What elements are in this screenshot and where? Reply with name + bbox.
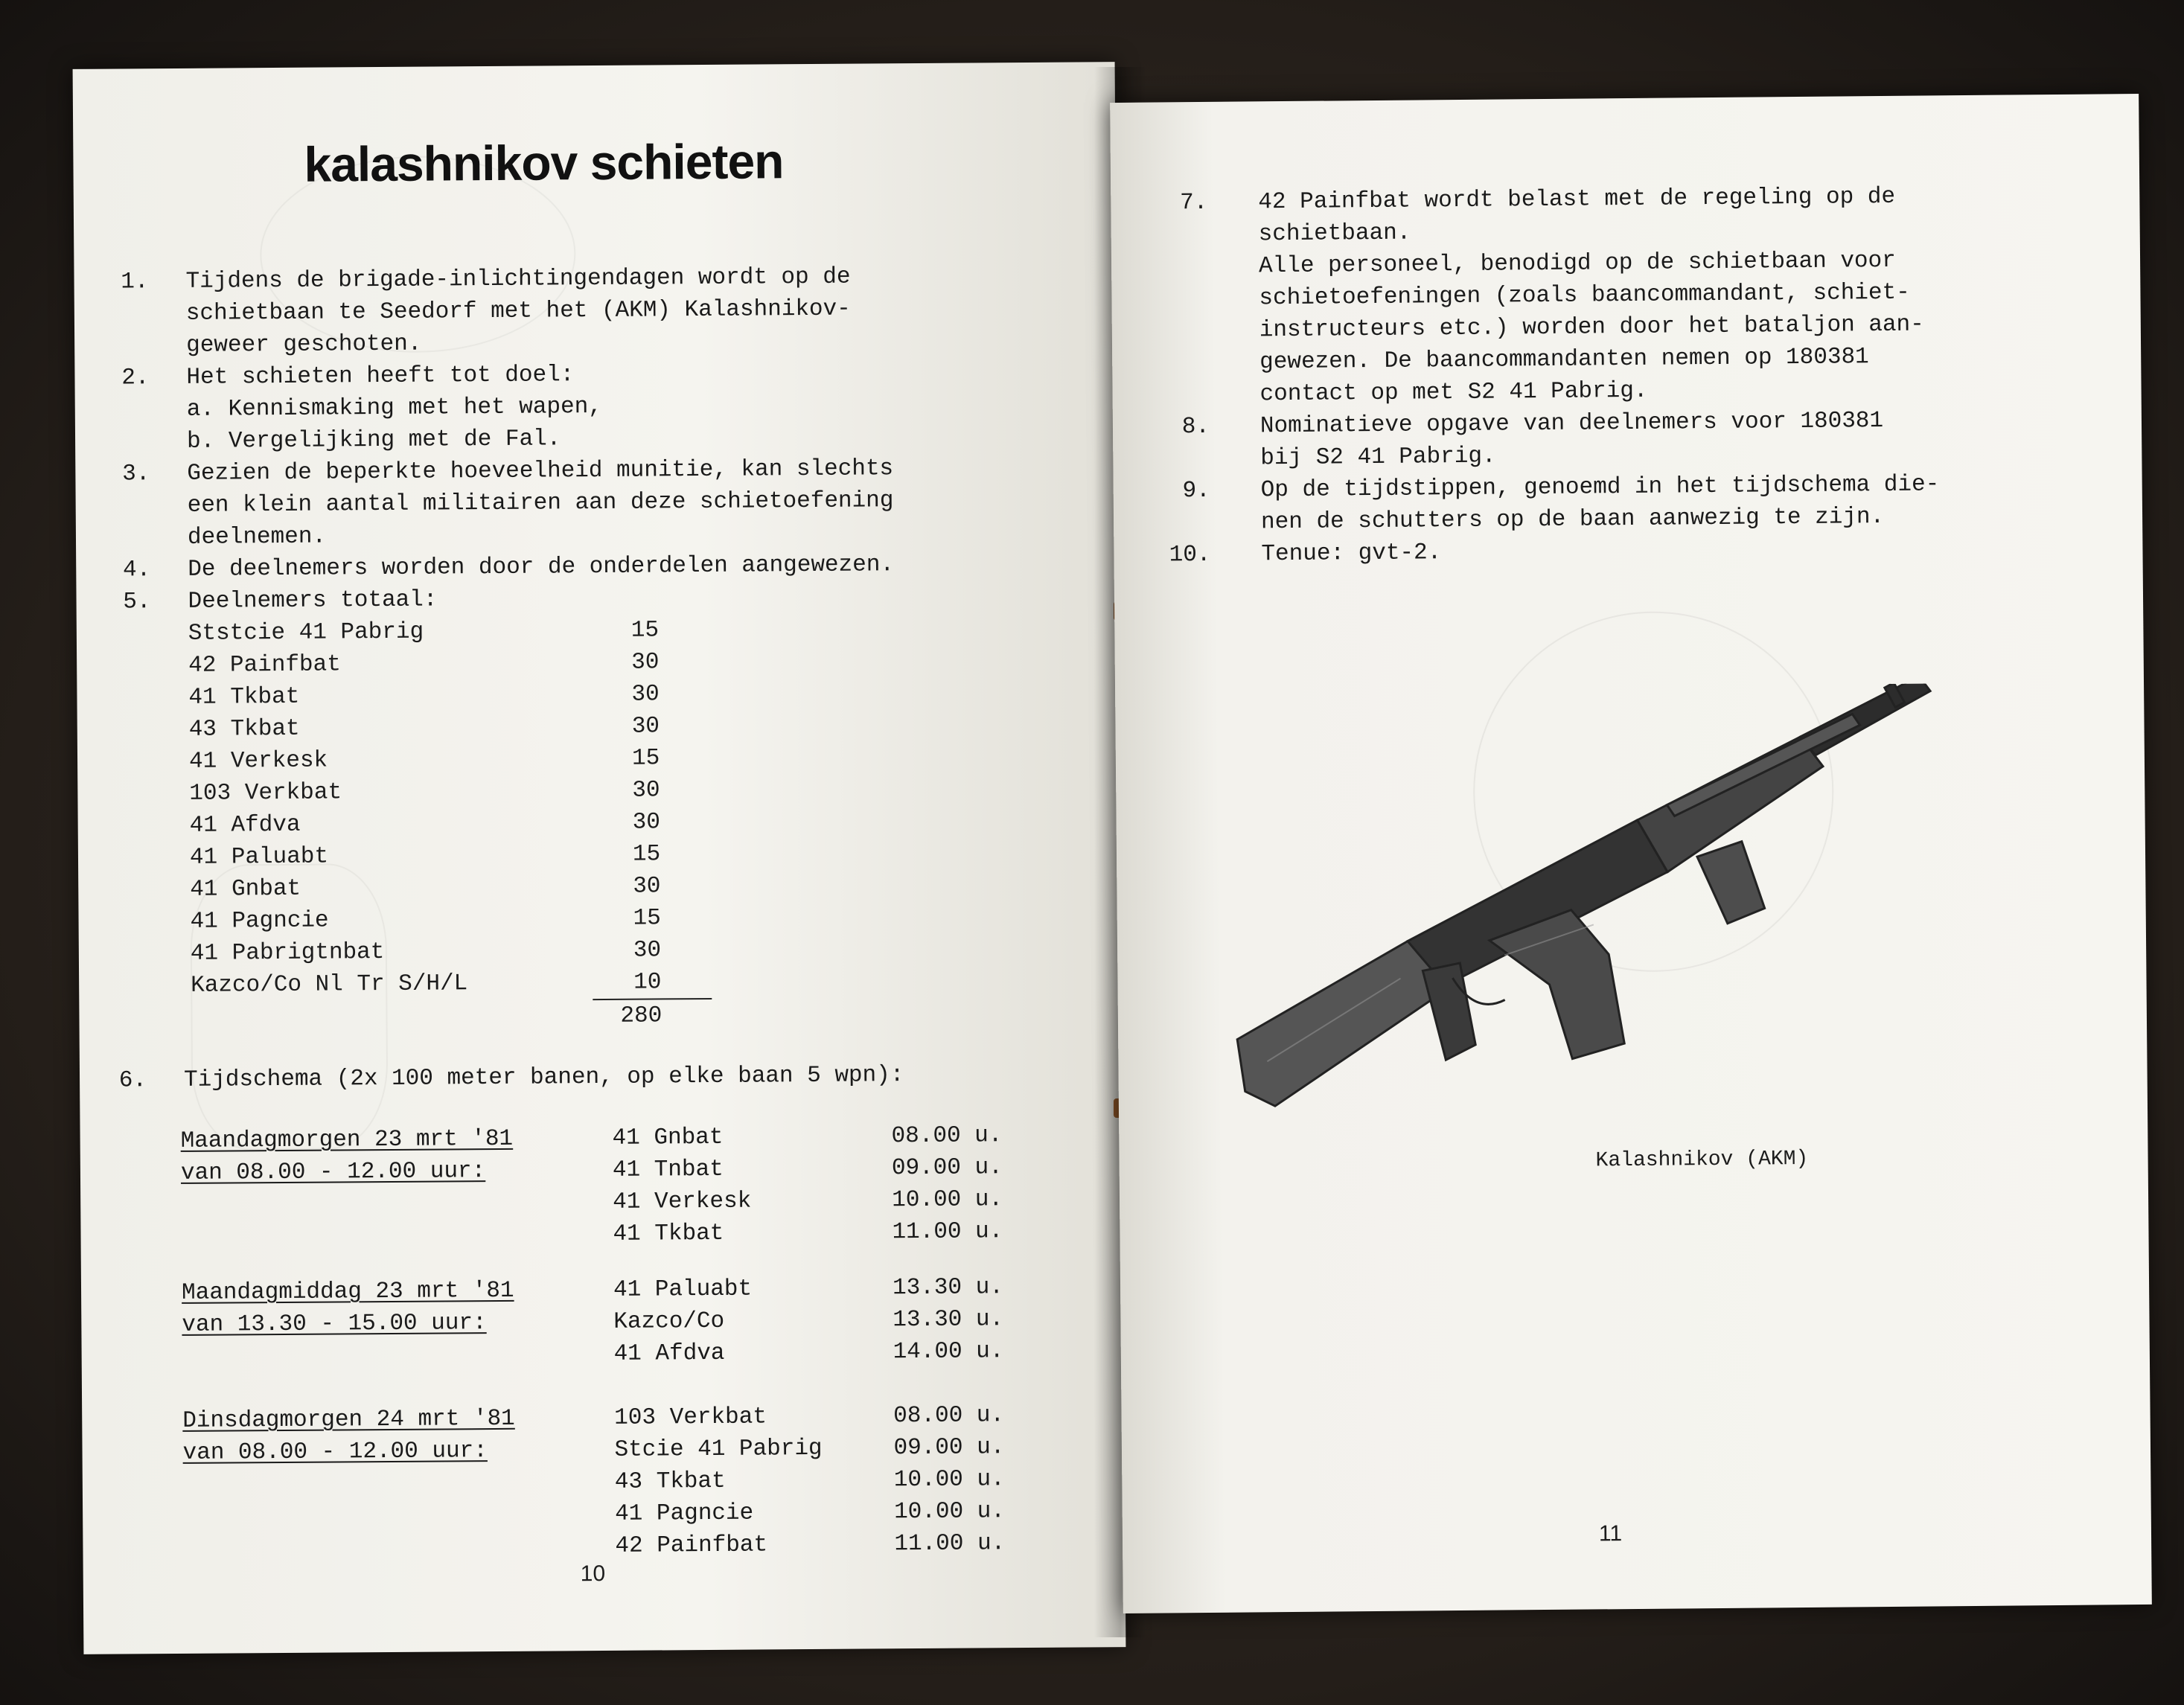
- item-text-line: een klein aantal militairen aan deze schietoefening: [187, 487, 894, 519]
- schedule-hours: van 08.00 - 12.00 uur:: [180, 1158, 486, 1186]
- schedule-unit: 41 Tkbat: [613, 1220, 724, 1247]
- schedule-hours: van 13.30 - 15.00 uur:: [182, 1310, 487, 1338]
- participant-count: 30: [631, 649, 660, 676]
- schedule-day: Maandagmiddag 23 mrt '81: [181, 1277, 514, 1306]
- item-text-line: a. Kennismaking met het wapen,: [186, 393, 602, 423]
- schedule-unit: 41 Afdva: [613, 1340, 725, 1367]
- schedule-time: 10.00 u.: [893, 1466, 1005, 1494]
- participant-unit: Ststcie 41 Pabrig: [188, 618, 424, 647]
- participant-unit: 41 Afdva: [189, 811, 301, 839]
- item-text-line: schietoefeningen (zoals baancommandant, schiet-: [1259, 279, 1910, 312]
- item-number: 9.: [1182, 477, 1210, 505]
- schedule-time: 14.00 u.: [893, 1338, 1004, 1366]
- participant-unit: 41 Gnbat: [190, 875, 301, 903]
- schedule-unit: 42 Painfbat: [615, 1532, 768, 1559]
- item-number: 10.: [1169, 541, 1211, 569]
- image-caption: Kalashnikov (AKM): [1595, 1147, 1809, 1173]
- schedule-hours: van 08.00 - 12.00 uur:: [182, 1438, 488, 1466]
- participant-count: 30: [632, 809, 661, 836]
- schedule-time: 09.00 u.: [891, 1154, 1003, 1182]
- item-text-line: Gezien de beperkte hoeveelheid munitie, kan slechts: [187, 455, 894, 487]
- item-number: 7.: [1179, 189, 1208, 217]
- schedule-time: 13.30 u.: [893, 1306, 1004, 1334]
- schedule-time: 11.00 u.: [894, 1530, 1006, 1558]
- schedule-time: 13.30 u.: [892, 1274, 1003, 1302]
- item-text-line: Het schieten heeft tot doel:: [186, 362, 575, 391]
- page-title: kalashnikov schieten: [304, 133, 784, 192]
- participant-count: 30: [631, 713, 660, 740]
- schedule-unit: 41 Tnbat: [612, 1156, 724, 1183]
- item-text-line: nen de schutters op de baan aanwezig te zijn.: [1260, 504, 1885, 536]
- item-text-line: De deelnemers worden door de onderdelen aangewezen.: [188, 551, 895, 583]
- item-number: 3.: [122, 461, 150, 487]
- participant-count: 15: [630, 617, 660, 644]
- item-number: 8.: [1181, 413, 1210, 441]
- participant-unit: 43 Tkbat: [188, 715, 300, 743]
- schedule-unit: 41 Verkesk: [613, 1188, 752, 1215]
- item-text-line: 42 Painfbat wordt belast met de regeling op de: [1258, 183, 1896, 216]
- rifle-icon: [1219, 683, 1967, 1151]
- schedule-time: 08.00 u.: [891, 1122, 1003, 1150]
- schedule-time: 11.00 u.: [892, 1218, 1003, 1246]
- item-text-line: Nominatieve opgave van deelnemers voor 180381: [1259, 408, 1884, 440]
- item-text-line: Deelnemers totaal:: [188, 586, 438, 615]
- item-text-line: schietbaan te Seedorf met het (AKM) Kalashnikov-: [185, 295, 851, 327]
- item-text-line: geweer geschoten.: [186, 330, 422, 359]
- participant-unit: 41 Pabrigtnbat: [190, 939, 385, 967]
- participant-unit: 103 Verkbat: [189, 779, 342, 807]
- schedule-unit: Kazco/Co: [613, 1308, 725, 1335]
- participant-unit: 42 Painfbat: [188, 651, 341, 679]
- item-text-line: schietbaan.: [1258, 220, 1411, 248]
- item-number: 1.: [121, 269, 149, 295]
- item-text-line: Alle personeel, benodigd op de schietbaan voor: [1258, 247, 1896, 280]
- participant-unit: 41 Tkbat: [188, 683, 300, 711]
- schedule-intro: Tijdschema (2x 100 meter banen, op elke baan 5 wpn):: [183, 1062, 904, 1093]
- page-number: 11: [1598, 1521, 1623, 1546]
- page-number: 10: [580, 1561, 606, 1587]
- left-page: [73, 62, 1126, 1654]
- item-number: 6.: [118, 1067, 147, 1094]
- participant-count: 15: [632, 841, 661, 868]
- schedule-unit: Stcie 41 Pabrig: [614, 1435, 823, 1463]
- schedule-day: Maandagmorgen 23 mrt '81: [180, 1125, 514, 1154]
- item-text-line: instructeurs etc.) worden door het bataljon aan-: [1259, 311, 1924, 344]
- participants-total: 280: [620, 1002, 662, 1029]
- item-number: 2.: [121, 365, 150, 391]
- item-text-line: b. Vergelijking met de Fal.: [186, 426, 561, 455]
- schedule-time: 10.00 u.: [894, 1498, 1006, 1526]
- schedule-time: 09.00 u.: [893, 1434, 1005, 1462]
- participant-unit: 41 Verkesk: [188, 747, 328, 775]
- participant-count: 30: [632, 777, 660, 804]
- item-text-line: Tijdens de brigade-inlichtingendagen wordt op de: [185, 263, 851, 295]
- participant-count: 15: [631, 745, 660, 772]
- item-text-line: bij S2 41 Pabrig.: [1260, 443, 1496, 472]
- item-text-line: gewezen. De baancommandanten nemen op 180381: [1259, 344, 1869, 376]
- participant-count: 15: [633, 905, 661, 932]
- participant-count: 10: [633, 969, 662, 996]
- participant-unit: 41 Pagncie: [190, 907, 329, 935]
- schedule-unit: 43 Tkbat: [614, 1468, 726, 1495]
- schedule-unit: 41 Pagncie: [615, 1500, 754, 1527]
- participant-unit: Kazco/Co Nl Tr S/H/L: [191, 970, 468, 999]
- item-text-line: deelnemen.: [187, 523, 327, 551]
- item-number: 5.: [123, 589, 151, 615]
- participant-count: 30: [633, 873, 661, 900]
- schedule-unit: 41 Paluabt: [613, 1276, 753, 1303]
- participant-count: 30: [633, 937, 662, 964]
- participant-unit: 41 Paluabt: [189, 843, 329, 871]
- item-text-line: contact op met S2 41 Pabrig.: [1259, 377, 1648, 408]
- schedule-time: 08.00 u.: [893, 1402, 1005, 1430]
- participant-count: 30: [631, 681, 660, 708]
- item-number: 4.: [122, 557, 151, 583]
- right-page: [1110, 94, 2152, 1613]
- rifle-illustration: [1219, 683, 1967, 1151]
- schedule-time: 10.00 u.: [892, 1186, 1003, 1214]
- item-text-line: Op de tijdstippen, genoemd in het tijdschema die-: [1260, 471, 1940, 504]
- item-text-line: Tenue: gvt-2.: [1261, 540, 1442, 568]
- schedule-day: Dinsdagmorgen 24 mrt '81: [182, 1405, 515, 1434]
- schedule-unit: 103 Verkbat: [614, 1404, 767, 1431]
- schedule-unit: 41 Gnbat: [612, 1124, 724, 1151]
